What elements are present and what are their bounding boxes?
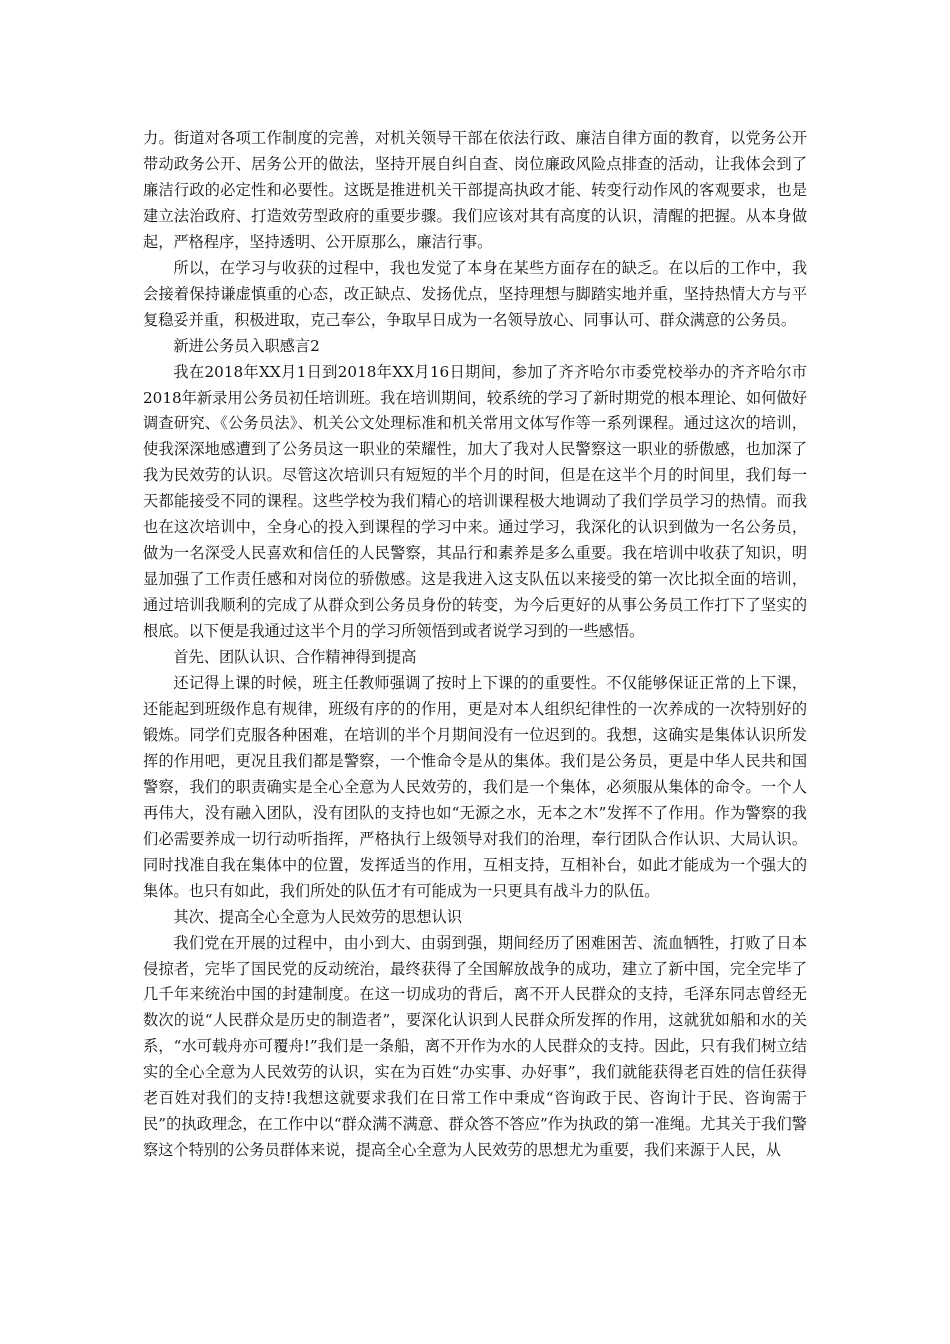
document-body bbox=[143, 126, 807, 1164]
paragraph-shortcomings: 所以，在学习与收获的过程中，我也发觉了本身在某些方面存在的缺乏。在以后的工作中，我会接着保持谦虚慎重的心态，改正缺点、发扬优点，坚持理想与脚踏实地并重，坚持热情大方与平复稳妥并重，积极进取，克己奉公，争取早日成为一名领导放心、同事认可、群众满意的公务员。 bbox=[143, 258, 807, 329]
paragraph-continuation: 力。街道对各项工作制度的完善，对机关领导干部在依法行政、廉洁自律方面的教育，以党务公开带动政务公开、居务公开的做法，坚持开展自纠自查、岗位廉政风险点排查的活动，让我体会到了廉洁行政的必定性和必要性。这既是推进机关干部提高执政才能、转变行动作风的客观要求，也是建立法治政府、打造效劳型政府的重要步骤。我们应该对其有高度的认识，清醒的把握。从本身做起，严格程序，坚持透明、公开原那么，廉洁行事。 bbox=[143, 129, 807, 251]
subheading-serve-people: 其次、提高全心全意为人民效劳的思想认识 bbox=[173, 907, 462, 926]
paragraph-serve-people: 我们党在开展的过程中，由小到大、由弱到强，期间经历了困难困苦、流血牺牲，打败了日本侵掠者，完毕了国民党的反动统治，最终获得了全国解放战争的成功，建立了新中国，完全完毕了几千年来统治中国的封建制度。在这一切成功的背后，离不开人民群众的支持，毛泽东同志曾经无数次的说“人民群众是历史的制造者”，要深化认识到人民群众所发挥的作用，这就犹如船和水的关系，“水可载舟亦可覆舟!”我们是一条船，离不开作为水的人民群众的支持。因此，只有我们树立结实的全心全意为人民效劳的认识，实在为百姓“办实事、办好事”，我们就能获得老百姓的信任获得老百姓对我们的支持!我想这就要求我们在日常工作中秉成“咨询政于民、咨询计于民、咨询需于民”的执政理念，在工作中以“群众满不满意、群众答不答应”作为执政的第一准绳。尤其关于我们警察这个特别的公务员群体来说，提高全心全意为人民效劳的思想尤为重要，我们来源于人民，从 bbox=[143, 933, 807, 1160]
subheading-teamwork: 首先、团队认识、合作精神得到提高 bbox=[173, 648, 417, 667]
section-heading-essay-2: 新进公务员入职感言2 bbox=[173, 336, 320, 355]
paragraph-teamwork: 还记得上课的时候，班主任教师强调了按时上下课的的重要性。不仅能够保证正常的上下课，还能起到班级作息有规律，班级有序的的作用，更是对本人组织纪律性的一次养成的一次特别好的锻炼。同学们克服各种困难，在培训的半个月期间没有一位迟到的。我想，这确实是集体认识所发挥的作用吧，更况且我们都是警察，一个惟命令是从的集体。我们是公务员，更是中华人民共和国警察，我们的职责确实是全心全意为人民效劳的，我们是一个集体，必须服从集体的命令。一个人再伟大，没有融入团队，没有团队的支持也如“无源之水，无本之木”发挥不了作用。作为警察的我们必需要养成一切行动听指挥，严格执行上级领导对我们的治理，奉行团队合作认识、大局认识。同时找准自我在集体中的位置，发挥适当的作用，互相支持，互相补台，如此才能成为一个强大的集体。也只有如此，我们所处的队伍才有可能成为一只更具有战斗力的队伍。 bbox=[143, 674, 807, 900]
paragraph-training-intro: 我在2018年XX月1日到2018年XX月16日期间，参加了齐齐哈尔市委党校举办的齐齐哈尔市2018年新录用公务员初任培训班。我在培训期间，较系统的学习了新时期党的根本理论、如何做好调查研究、《公务员法》、机关公文处理标准和机关常用文体写作等一系列课程。通过这次的培训，使我深深地感遭到了公务员这一职业的荣耀性，加大了我对人民警察这一职业的骄傲感，也加深了我为民效劳的认识。尽管这次培训只有短短的半个月的时间，但是在这半个月的时间里，我们每一天都能接受不同的课程。这些学校为我们精心的培训课程极大地调动了我们学员学习的热情。而我也在这次培训中，全身心的投入到课程的学习中来。通过学习，我深化的认识到做为一名公务员，做为一名深受人民喜欢和信任的人民警察，其品行和素养是多么重要。我在培训中收获了知识，明显加强了工作责任感和对岗位的骄傲感。这是我进入这支队伍以来接受的第一次比拟全面的培训，通过培训我顺利的完成了从群众到公务员身份的转变，为今后更好的从事公务员工作打下了坚实的根底。以下便是我通过这半个月的学习所领悟到或者说学习到的一些感悟。 bbox=[143, 362, 807, 641]
